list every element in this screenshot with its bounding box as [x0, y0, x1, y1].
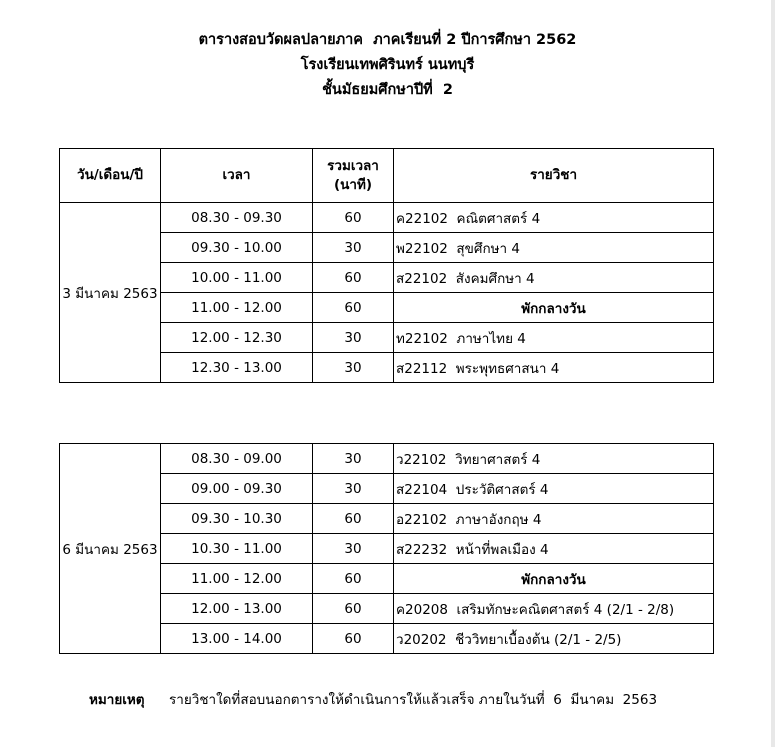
time-cell: 10.00 - 11.00 [161, 263, 313, 293]
time-cell: 08.30 - 09.30 [161, 203, 313, 233]
minutes-cell: 60 [313, 504, 394, 534]
subject-cell: พ22102 สุขศึกษา 4 [394, 233, 714, 263]
exam-date-cell: 6 มีนาคม 2563 [60, 444, 161, 654]
minutes-cell: 30 [313, 323, 394, 353]
time-cell: 09.30 - 10.30 [161, 504, 313, 534]
time-cell: 10.30 - 11.00 [161, 534, 313, 564]
exam-schedule-table-day2 [59, 443, 714, 654]
time-cell: 12.00 - 13.00 [161, 594, 313, 624]
minutes-cell: 60 [313, 624, 394, 654]
subject-cell: ท22102 ภาษาไทย 4 [394, 323, 714, 353]
lunch-break-cell: พักกลางวัน [394, 293, 714, 323]
header-date: วัน/เดือน/ปี [60, 149, 161, 203]
exam-date-cell: 3 มีนาคม 2563 [60, 203, 161, 383]
exam-schedule-table-day1 [59, 148, 714, 383]
minutes-cell: 30 [313, 233, 394, 263]
subject-cell: ส22104 ประวัติศาสตร์ 4 [394, 474, 714, 504]
time-cell: 09.00 - 09.30 [161, 474, 313, 504]
time-cell: 12.00 - 12.30 [161, 323, 313, 353]
table-row [60, 203, 714, 233]
minutes-cell: 60 [313, 293, 394, 323]
footnote-label: หมายเหตุ [89, 692, 145, 708]
time-cell: 11.00 - 12.00 [161, 564, 313, 594]
subject-cell: ว20202 ชีววิทยาเบื้องต้น (2/1 - 2/5) [394, 624, 714, 654]
subject-cell: ส22102 สังคมศึกษา 4 [394, 263, 714, 293]
page-edge [771, 0, 775, 747]
minutes-cell: 60 [313, 564, 394, 594]
subject-cell: ส22112 พระพุทธศาสนา 4 [394, 353, 714, 383]
subject-cell: อ22102 ภาษาอังกฤษ 4 [394, 504, 714, 534]
header-duration-line1: รวมเวลา [327, 157, 379, 174]
title-line-1: ตารางสอบวัดผลปลายภาค ภาคเรียนที่ 2 ปีการศึกษา 2562 [198, 32, 577, 48]
title-line-2: โรงเรียนเทพศิรินทร์ นนทบุรี [300, 57, 475, 73]
table-header-row [60, 149, 714, 203]
table-row [60, 444, 714, 474]
time-cell: 13.00 - 14.00 [161, 624, 313, 654]
time-cell: 09.30 - 10.00 [161, 233, 313, 263]
time-cell: 08.30 - 09.00 [161, 444, 313, 474]
document-title [0, 28, 775, 103]
header-duration [313, 149, 394, 203]
minutes-cell: 60 [313, 263, 394, 293]
subject-cell: ว22102 วิทยาศาสตร์ 4 [394, 444, 714, 474]
minutes-cell: 60 [313, 203, 394, 233]
header-duration-line2: (นาที) [333, 176, 373, 193]
footnote [89, 688, 657, 710]
minutes-cell: 30 [313, 534, 394, 564]
minutes-cell: 60 [313, 594, 394, 624]
lunch-break-cell: พักกลางวัน [394, 564, 714, 594]
minutes-cell: 30 [313, 444, 394, 474]
header-subject: รายวิชา [394, 149, 714, 203]
subject-cell: ส22232 หน้าที่พลเมือง 4 [394, 534, 714, 564]
subject-cell: ค22102 คณิตศาสตร์ 4 [394, 203, 714, 233]
subject-cell: ค20208 เสริมทักษะคณิตศาสตร์ 4 (2/1 - 2/8) [394, 594, 714, 624]
title-line-3: ชั้นมัธยมศึกษาปีที่ 2 [322, 82, 453, 98]
time-cell: 12.30 - 13.00 [161, 353, 313, 383]
time-cell: 11.00 - 12.00 [161, 293, 313, 323]
minutes-cell: 30 [313, 474, 394, 504]
header-time: เวลา [161, 149, 313, 203]
footnote-text: รายวิชาใดที่สอบนอกตารางให้ดำเนินการให้แล้วเสร็จ ภายในวันที่ 6 มีนาคม 2563 [169, 692, 658, 708]
minutes-cell: 30 [313, 353, 394, 383]
